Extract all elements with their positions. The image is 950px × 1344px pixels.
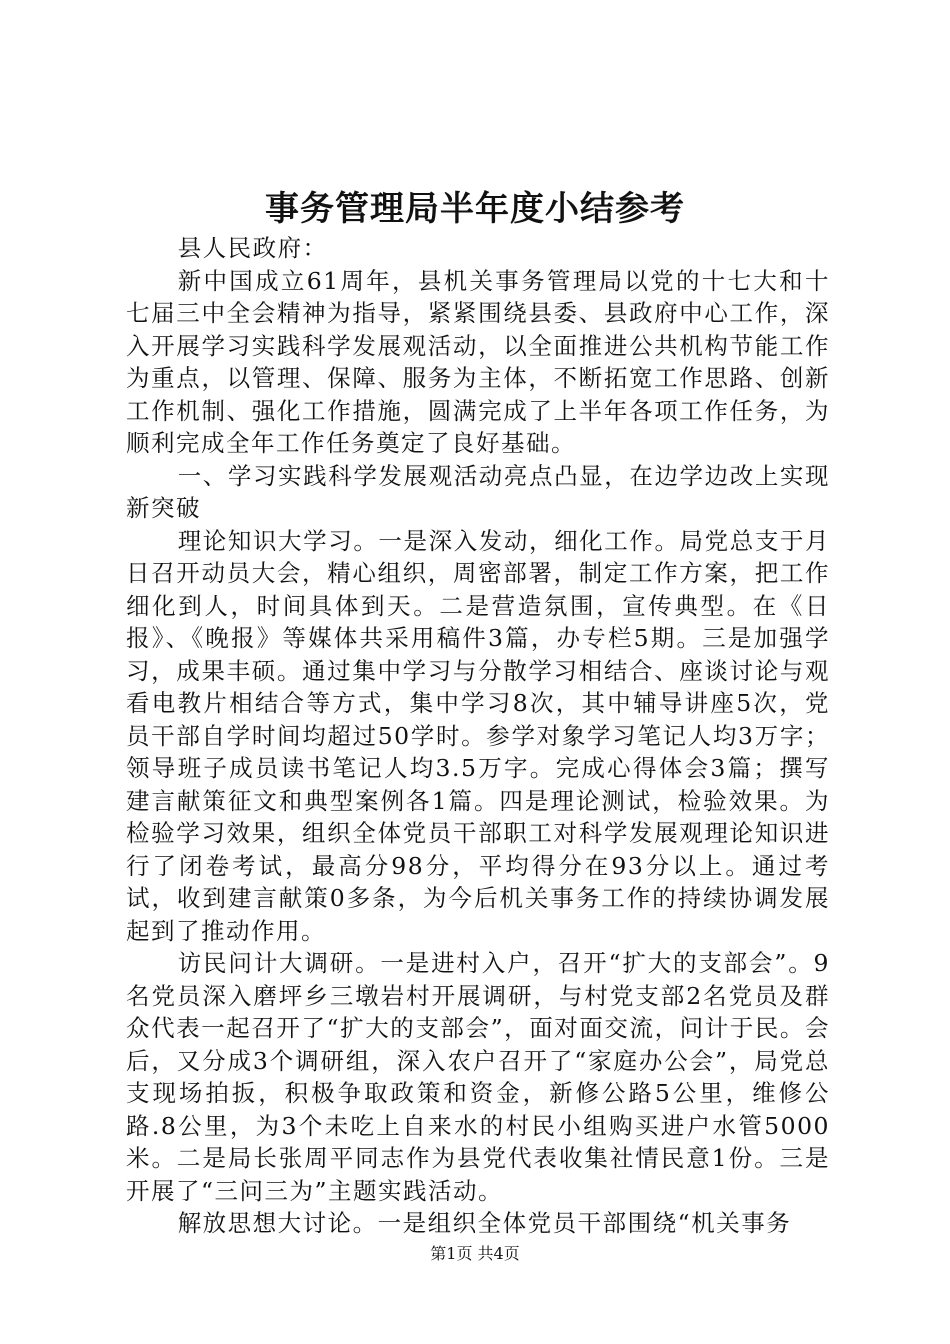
paragraph-research: 访民问计大调研。一是进村入户，召开“扩大的支部会”。9名党员深入磨坪乡三墩岩村开展调研，与村党支部2名党员及群众代表一起召开了“扩大的支部会”，面对面交流，问计于民。会后，又分成3个调研组，深入农户召开了“家庭办公会”，局党总支现场拍扳，积极争取政策和资金，新修公路5公里，维修公路.8公里，为3个未吃上自来水的村民小组购买进户水管5000米。二是局长张周平同志作为县党代表收集社情民意1份。三是开展了“三问三为”主题实践活动。: [126, 949, 830, 1205]
paragraph-theory-study: 理论知识大学习。一是深入发动，细化工作。局党总支于月日召开动员大会，精心组织，周密部署，制定工作方案，把工作细化到人，时间具体到天。二是营造氛围，宣传典型。在《日报》、《晚报》等媒体共采用稿件3篇，办专栏5期。三是加强学习，成果丰硕。通过集中学习与分散学习相结合、座谈讨论与观看电教片相结合等方式，集中学习8次，其中辅导讲座5次，党员干部自学时间均超过50学时。参学对象学习笔记人均3万字；领导班子成员读书笔记人均3.5万字。完成心得体会3篇；撰写建言献策征文和典型案例各1篇。四是理论测试，检验效果。为检验学习效果，组织全体党员干部职工对科学发展观理论知识进行了闭卷考试，最高分98分，平均得分在93分以上。通过考试，收到建言献策0多条，为今后机关事务工作的持续协调发展起到了推动作用。: [126, 526, 830, 945]
section-heading-1: 一、学习实践科学发展观活动亮点凸显，在边学边改上实现新突破: [126, 461, 830, 522]
paragraph-intro: 新中国成立61周年，县机关事务管理局以党的十七大和十七届三中全会精神为指导，紧紧围绕县委、县政府中心工作，深入开展学习实践科学发展观活动，以全面推进公共机构节能工作为重点，以管理、保障、服务为主体，不断拓宽工作思路、创新工作机制、强化工作措施，圆满完成了上半年各项工作任务，为顺利完成全年工作任务奠定了良好基础。: [126, 266, 830, 457]
document-title: 事务管理局半年度小结参考: [265, 189, 685, 229]
document-body: [126, 232, 830, 1240]
paragraph-discussion: 解放思想大讨论。一是组织全体党员干部围绕“机关事务: [177, 1209, 792, 1237]
salutation: 县人民政府：: [177, 234, 328, 262]
page-footer: 第1页 共4页: [430, 1244, 520, 1263]
